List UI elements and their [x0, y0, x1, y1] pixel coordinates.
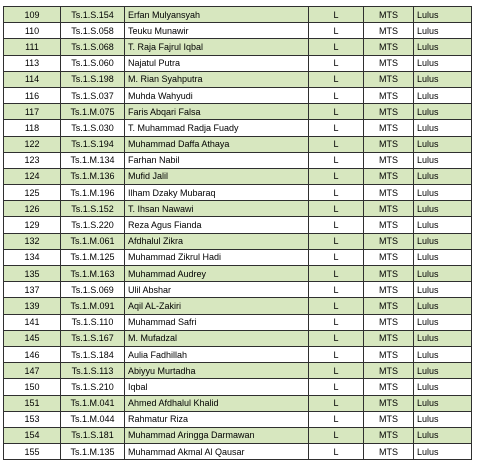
cell-number: 122	[4, 136, 61, 152]
cell-student-name: M. Mufadzal	[125, 330, 309, 346]
cell-student-name: Iqbal	[125, 379, 309, 395]
cell-school-level: MTS	[364, 136, 414, 152]
cell-school-level: MTS	[364, 249, 414, 265]
cell-gender: L	[309, 314, 364, 330]
cell-school-level: MTS	[364, 411, 414, 427]
cell-school-level: MTS	[364, 201, 414, 217]
cell-gender: L	[309, 23, 364, 39]
cell-registration-code: Ts.1.M.075	[61, 104, 125, 120]
cell-registration-code: Ts.1.S.110	[61, 314, 125, 330]
cell-school-level: MTS	[364, 104, 414, 120]
table-row	[4, 104, 472, 120]
cell-student-name: T. Muhammad Radja Fuady	[125, 120, 309, 136]
cell-registration-code: Ts.1.S.167	[61, 330, 125, 346]
cell-school-level: MTS	[364, 330, 414, 346]
cell-school-level: MTS	[364, 168, 414, 184]
cell-number: 125	[4, 185, 61, 201]
cell-number: 137	[4, 282, 61, 298]
cell-gender: L	[309, 266, 364, 282]
cell-gender: L	[309, 379, 364, 395]
cell-number: 155	[4, 444, 61, 460]
cell-registration-code: Ts.1.M.135	[61, 444, 125, 460]
table-row	[4, 55, 472, 71]
cell-status: Lulus	[414, 444, 472, 460]
cell-student-name: Najatul Putra	[125, 55, 309, 71]
cell-status: Lulus	[414, 71, 472, 87]
cell-number: 123	[4, 152, 61, 168]
cell-registration-code: Ts.1.S.210	[61, 379, 125, 395]
cell-registration-code: Ts.1.S.198	[61, 71, 125, 87]
cell-gender: L	[309, 168, 364, 184]
cell-gender: L	[309, 136, 364, 152]
cell-gender: L	[309, 87, 364, 103]
cell-registration-code: Ts.1.M.044	[61, 411, 125, 427]
cell-registration-code: Ts.1.S.058	[61, 23, 125, 39]
cell-school-level: MTS	[364, 379, 414, 395]
cell-status: Lulus	[414, 87, 472, 103]
cell-gender: L	[309, 363, 364, 379]
cell-number: 147	[4, 363, 61, 379]
table-row	[4, 71, 472, 87]
cell-gender: L	[309, 217, 364, 233]
cell-school-level: MTS	[364, 346, 414, 362]
cell-student-name: Aqil AL-Zakiri	[125, 298, 309, 314]
cell-number: 139	[4, 298, 61, 314]
cell-student-name: Muhammad Audrey	[125, 266, 309, 282]
table-body	[4, 7, 472, 460]
cell-student-name: Muhda Wahyudi	[125, 87, 309, 103]
table-row	[4, 120, 472, 136]
cell-status: Lulus	[414, 120, 472, 136]
cell-registration-code: Ts.1.S.220	[61, 217, 125, 233]
cell-status: Lulus	[414, 217, 472, 233]
cell-status: Lulus	[414, 201, 472, 217]
cell-school-level: MTS	[364, 266, 414, 282]
cell-status: Lulus	[414, 427, 472, 443]
cell-number: 151	[4, 395, 61, 411]
cell-student-name: Rahmatur Riza	[125, 411, 309, 427]
cell-student-name: Farhan Nabil	[125, 152, 309, 168]
cell-student-name: Mufid Jalil	[125, 168, 309, 184]
cell-student-name: Aulia Fadhillah	[125, 346, 309, 362]
cell-registration-code: Ts.1.M.134	[61, 152, 125, 168]
cell-status: Lulus	[414, 330, 472, 346]
cell-gender: L	[309, 411, 364, 427]
table-row	[4, 411, 472, 427]
cell-gender: L	[309, 152, 364, 168]
cell-status: Lulus	[414, 233, 472, 249]
cell-gender: L	[309, 104, 364, 120]
cell-school-level: MTS	[364, 120, 414, 136]
student-results-table	[3, 6, 472, 460]
cell-number: 145	[4, 330, 61, 346]
table-row	[4, 330, 472, 346]
cell-number: 146	[4, 346, 61, 362]
table-row	[4, 314, 472, 330]
cell-school-level: MTS	[364, 233, 414, 249]
table-row	[4, 136, 472, 152]
cell-number: 150	[4, 379, 61, 395]
cell-gender: L	[309, 444, 364, 460]
cell-number: 116	[4, 87, 61, 103]
cell-student-name: Reza Agus Fianda	[125, 217, 309, 233]
cell-number: 126	[4, 201, 61, 217]
cell-number: 153	[4, 411, 61, 427]
cell-student-name: Muhammad Safri	[125, 314, 309, 330]
cell-status: Lulus	[414, 136, 472, 152]
cell-registration-code: Ts.1.S.030	[61, 120, 125, 136]
cell-registration-code: Ts.1.M.041	[61, 395, 125, 411]
cell-status: Lulus	[414, 104, 472, 120]
table-row	[4, 395, 472, 411]
cell-number: 113	[4, 55, 61, 71]
cell-number: 118	[4, 120, 61, 136]
cell-number: 109	[4, 7, 61, 23]
cell-status: Lulus	[414, 39, 472, 55]
cell-registration-code: Ts.1.S.154	[61, 7, 125, 23]
cell-gender: L	[309, 395, 364, 411]
cell-school-level: MTS	[364, 314, 414, 330]
cell-status: Lulus	[414, 266, 472, 282]
cell-school-level: MTS	[364, 71, 414, 87]
cell-status: Lulus	[414, 23, 472, 39]
cell-school-level: MTS	[364, 395, 414, 411]
cell-status: Lulus	[414, 314, 472, 330]
cell-number: 111	[4, 39, 61, 55]
cell-gender: L	[309, 120, 364, 136]
cell-student-name: T. Raja Fajrul Iqbal	[125, 39, 309, 55]
table-row	[4, 379, 472, 395]
cell-student-name: Teuku Munawir	[125, 23, 309, 39]
cell-number: 117	[4, 104, 61, 120]
cell-gender: L	[309, 346, 364, 362]
cell-status: Lulus	[414, 298, 472, 314]
cell-number: 110	[4, 23, 61, 39]
cell-school-level: MTS	[364, 23, 414, 39]
cell-school-level: MTS	[364, 444, 414, 460]
table-row	[4, 346, 472, 362]
cell-number: 135	[4, 266, 61, 282]
table-row	[4, 23, 472, 39]
cell-school-level: MTS	[364, 39, 414, 55]
cell-registration-code: Ts.1.M.163	[61, 266, 125, 282]
cell-number: 134	[4, 249, 61, 265]
cell-school-level: MTS	[364, 282, 414, 298]
cell-school-level: MTS	[364, 363, 414, 379]
cell-student-name: T. Ihsan Nawawi	[125, 201, 309, 217]
cell-registration-code: Ts.1.M.061	[61, 233, 125, 249]
cell-gender: L	[309, 282, 364, 298]
cell-registration-code: Ts.1.S.152	[61, 201, 125, 217]
table-row	[4, 87, 472, 103]
cell-student-name: Ilham Dzaky Mubaraq	[125, 185, 309, 201]
table-row	[4, 7, 472, 23]
cell-student-name: Afdhalul Zikra	[125, 233, 309, 249]
cell-number: 141	[4, 314, 61, 330]
cell-gender: L	[309, 298, 364, 314]
table-row	[4, 217, 472, 233]
cell-gender: L	[309, 249, 364, 265]
cell-registration-code: Ts.1.S.184	[61, 346, 125, 362]
cell-student-name: Erfan Mulyansyah	[125, 7, 309, 23]
cell-student-name: Faris Abqari Falsa	[125, 104, 309, 120]
cell-gender: L	[309, 427, 364, 443]
cell-gender: L	[309, 71, 364, 87]
cell-student-name: Abiyyu Murtadha	[125, 363, 309, 379]
cell-school-level: MTS	[364, 55, 414, 71]
cell-school-level: MTS	[364, 87, 414, 103]
cell-number: 124	[4, 168, 61, 184]
cell-student-name: Ulil Abshar	[125, 282, 309, 298]
cell-registration-code: Ts.1.S.068	[61, 39, 125, 55]
cell-school-level: MTS	[364, 185, 414, 201]
cell-student-name: Muhammad Zikrul Hadi	[125, 249, 309, 265]
table-row	[4, 249, 472, 265]
cell-number: 129	[4, 217, 61, 233]
cell-student-name: Muhammad Akmal Al Qausar	[125, 444, 309, 460]
cell-gender: L	[309, 185, 364, 201]
table-row	[4, 298, 472, 314]
cell-status: Lulus	[414, 346, 472, 362]
table-row	[4, 152, 472, 168]
table-row	[4, 168, 472, 184]
cell-number: 114	[4, 71, 61, 87]
cell-registration-code: Ts.1.M.196	[61, 185, 125, 201]
table-row	[4, 233, 472, 249]
cell-registration-code: Ts.1.S.037	[61, 87, 125, 103]
cell-status: Lulus	[414, 363, 472, 379]
cell-gender: L	[309, 233, 364, 249]
cell-school-level: MTS	[364, 217, 414, 233]
table-row	[4, 444, 472, 460]
cell-registration-code: Ts.1.S.181	[61, 427, 125, 443]
cell-status: Lulus	[414, 379, 472, 395]
cell-registration-code: Ts.1.M.136	[61, 168, 125, 184]
cell-student-name: Muhammad Aringga Darmawan	[125, 427, 309, 443]
cell-gender: L	[309, 55, 364, 71]
cell-registration-code: Ts.1.S.069	[61, 282, 125, 298]
cell-status: Lulus	[414, 249, 472, 265]
cell-number: 132	[4, 233, 61, 249]
cell-school-level: MTS	[364, 298, 414, 314]
cell-status: Lulus	[414, 282, 472, 298]
cell-student-name: M. Rian Syahputra	[125, 71, 309, 87]
table-row	[4, 363, 472, 379]
cell-student-name: Muhammad Daffa Athaya	[125, 136, 309, 152]
table-row	[4, 201, 472, 217]
cell-status: Lulus	[414, 395, 472, 411]
cell-gender: L	[309, 7, 364, 23]
table-row	[4, 282, 472, 298]
cell-status: Lulus	[414, 55, 472, 71]
cell-status: Lulus	[414, 7, 472, 23]
cell-student-name: Ahmed Afdhalul Khalid	[125, 395, 309, 411]
cell-status: Lulus	[414, 168, 472, 184]
cell-number: 154	[4, 427, 61, 443]
cell-status: Lulus	[414, 411, 472, 427]
table-row	[4, 39, 472, 55]
cell-status: Lulus	[414, 152, 472, 168]
cell-registration-code: Ts.1.M.091	[61, 298, 125, 314]
cell-school-level: MTS	[364, 152, 414, 168]
cell-registration-code: Ts.1.S.113	[61, 363, 125, 379]
cell-registration-code: Ts.1.S.060	[61, 55, 125, 71]
cell-gender: L	[309, 39, 364, 55]
cell-registration-code: Ts.1.S.194	[61, 136, 125, 152]
cell-registration-code: Ts.1.M.125	[61, 249, 125, 265]
cell-school-level: MTS	[364, 7, 414, 23]
cell-gender: L	[309, 330, 364, 346]
table-row	[4, 185, 472, 201]
table-row	[4, 266, 472, 282]
cell-gender: L	[309, 201, 364, 217]
table-row	[4, 427, 472, 443]
cell-status: Lulus	[414, 185, 472, 201]
cell-school-level: MTS	[364, 427, 414, 443]
